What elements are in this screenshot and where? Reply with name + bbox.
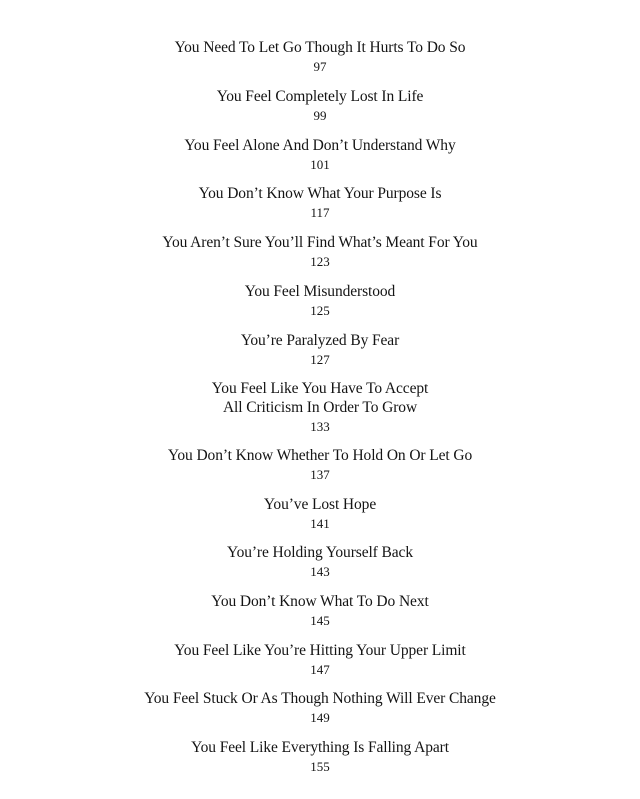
toc-entry [0,592,640,629]
entry-title: You Feel Like You’re Hitting Your Upper Limit [174,642,466,659]
entry-page-number: 101 [310,157,330,172]
entry-page-number: 155 [310,759,330,774]
entry-title: You Don’t Know What Your Purpose Is [198,185,442,202]
toc-entry [0,379,640,435]
toc-entry [0,87,640,124]
entry-page-number: 123 [310,254,330,269]
entry-title: You Need To Let Go Though It Hurts To Do So [174,39,466,56]
entry-title-line-1: You Feel Like You Have To Accept [211,380,429,397]
entry-title: You Don’t Know What To Do Next [211,593,429,610]
entry-page-number: 145 [310,613,330,628]
entry-page-number: 97 [313,59,327,74]
toc-entry [0,689,640,726]
entry-title: You Feel Completely Lost In Life [216,88,424,105]
entry-page-number: 141 [310,516,330,531]
toc-entry [0,233,640,270]
entry-title: You Don’t Know Whether To Hold On Or Let Go [167,447,473,464]
entry-page-number: 133 [310,419,330,434]
entry-title: You’ve Lost Hope [263,496,377,513]
entry-title: You Feel Alone And Don’t Understand Why [184,137,456,154]
toc-entry [0,38,640,75]
toc-entry [0,331,640,368]
entry-page-number: 117 [310,205,330,220]
entry-page-number: 149 [310,710,330,725]
entry-page-number: 127 [310,352,330,367]
toc-entry [0,641,640,678]
toc-entry [0,282,640,319]
entry-title: You’re Paralyzed By Fear [240,332,400,349]
toc-entry [0,495,640,532]
entry-title: You Feel Like Everything Is Falling Apart [191,739,449,756]
entry-title: You Feel Stuck Or As Though Nothing Will Ever Change [144,690,496,707]
entry-title: You Aren’t Sure You’ll Find What’s Meant For You [162,234,478,251]
entry-title: You’re Holding Yourself Back [227,544,413,561]
entry-page-number: 99 [313,108,327,123]
toc-entry [0,738,640,775]
toc-entry [0,184,640,221]
toc-entry [0,446,640,483]
entry-title-line-2: All Criticism In Order To Grow [222,399,418,416]
toc-entry [0,136,640,173]
entry-title: You Feel Misunderstood [244,283,396,300]
toc-entry [0,543,640,580]
entry-page-number: 137 [310,467,330,482]
entry-page-number: 143 [310,564,330,579]
entry-page-number: 147 [310,662,330,677]
entry-page-number: 125 [310,303,330,318]
